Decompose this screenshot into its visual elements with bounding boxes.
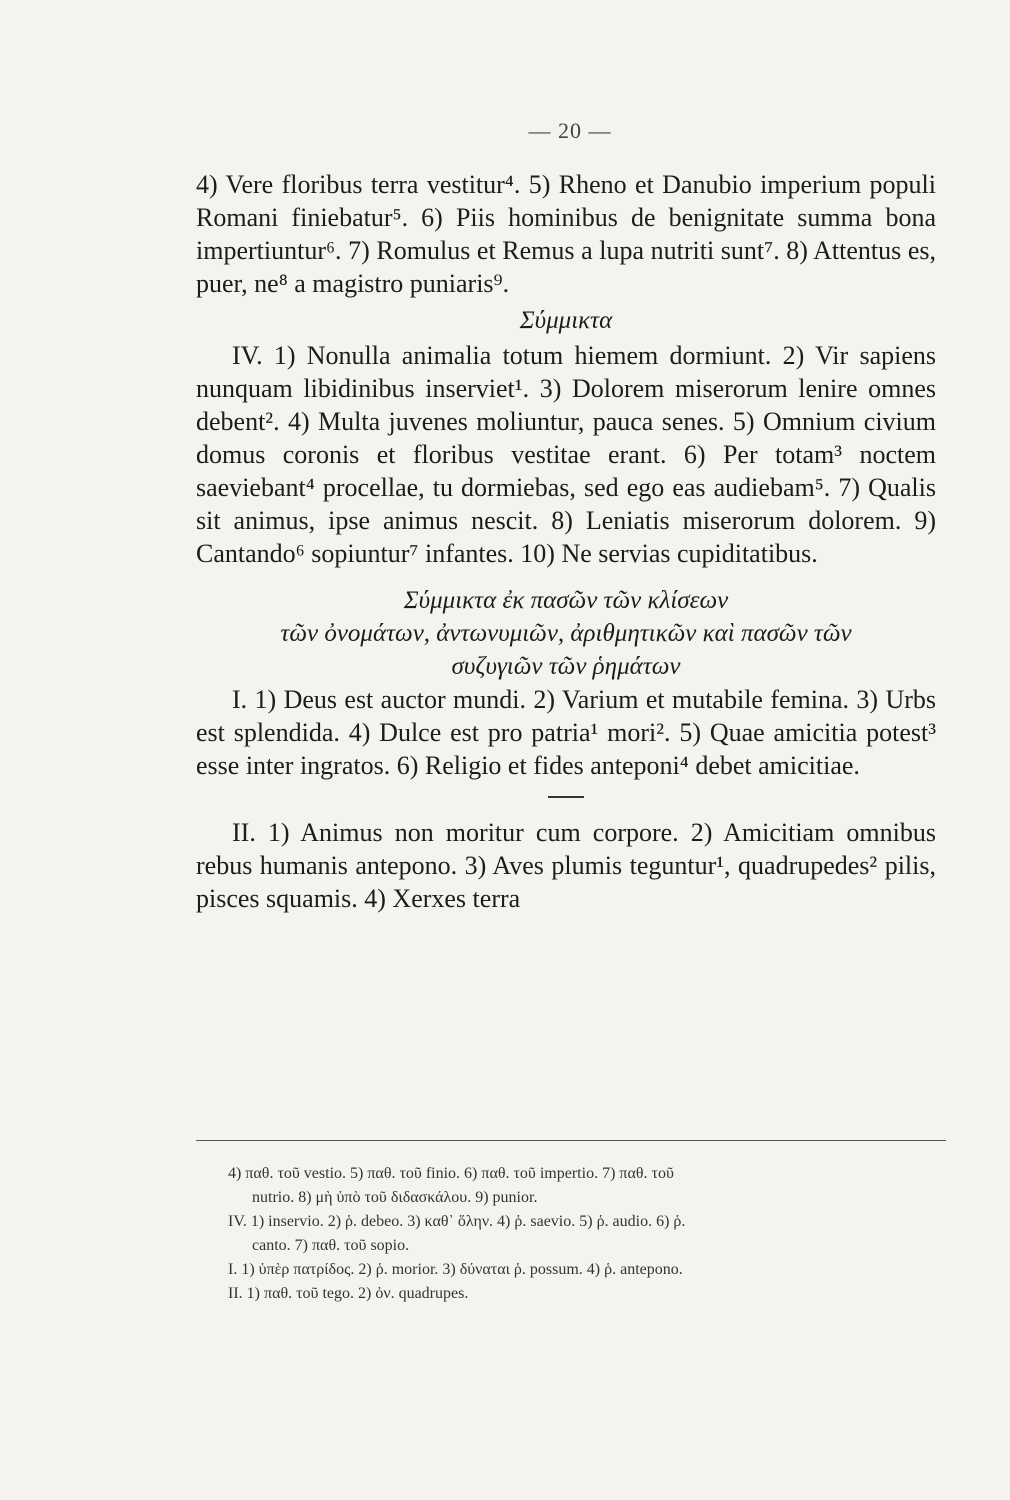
- main-text: [196, 168, 936, 915]
- greek-heading-line-2: τῶν ὀνομάτων, ἀντωνυμιῶν, ἀριθμητικῶν καὶ πασῶν τῶν: [280, 620, 852, 647]
- footnote-iv-cont: canto. 7) παθ. τοῦ sopio.: [252, 1237, 410, 1254]
- section-heading-mixed: Σύμμικτα: [519, 307, 613, 334]
- footnote-iii: 4) παθ. τοῦ vestio. 5) παθ. τοῦ finio. 6) παθ. τοῦ impertio. 7) παθ. τοῦ: [228, 1165, 674, 1182]
- footnote-iv: IV. 1) inservio. 2) ῥ. debeo. 3) καθ᾽ ὅλην. 4) ῥ. saevio. 5) ῥ. audio. 6) ῥ.: [228, 1213, 686, 1230]
- exercise-iv: IV. 1) Nonulla animalia totum hiemem dormiunt. 2) Vir sapiens nunquam libidinibus inserviet¹. 3) Dolorem miserorum lenire omnes debent². 4) Multa juvenes moliuntur, pauca senes. 5) Omnium civium domus coronis et floribus vestitae erant. 6) Per totam³ noctem saeviebant⁴ procellae, tu dormiebas, sed ego eas audiebam⁵. 7) Qualis sit animus, ipse animus nescit. 8) Leniatis miserorum dolorem. 9) Cantando⁶ sopiuntur⁷ infantes. 10) Ne servias cupiditatibus.: [196, 341, 936, 568]
- footnote-iii-cont: nutrio. 8) μὴ ὑπὸ τοῦ διδασκάλου. 9) punior.: [252, 1189, 538, 1206]
- exercise-i: I. 1) Deus est auctor mundi. 2) Varium et mutabile femina. 3) Urbs est splendida. 4) Dulce est pro patria¹ mori². 5) Quae amicitia potest³ esse inter ingratos. 6) Religio et fides anteponi⁴ debet amicitiae.: [196, 685, 936, 780]
- footnote-rule: [196, 1140, 946, 1141]
- greek-heading-line-3: συζυγιῶν τῶν ῥημάτων: [451, 653, 681, 680]
- footnote-i: I. 1) ὑπὲρ πατρίδος. 2) ῥ. morior. 3) δύναται ῥ. possum. 4) ῥ. antepono.: [228, 1261, 683, 1278]
- footnotes: [228, 1162, 948, 1306]
- exercise-iii-continued: 4) Vere floribus terra vestitur⁴. 5) Rheno et Danubio imperium populi Romani finiebatur⁵. 6) Piis hominibus de benignitate summa bona impertiuntur⁶. 7) Romulus et Remus a lupa nutriti sunt⁷. 8) Attentus es, puer, ne⁸ a magistro puniaris⁹.: [196, 170, 936, 298]
- exercise-ii: II. 1) Animus non moritur cum corpore. 2) Amicitiam omnibus rebus humanis antepono. 3) Aves plumis teguntur¹, quadrupedes² pilis, pisces squamis. 4) Xerxes terra: [196, 818, 936, 913]
- page-number: — 20 —: [528, 118, 612, 143]
- section-separator: [548, 796, 584, 798]
- footnote-ii: II. 1) παθ. τοῦ tego. 2) ὀν. quadrupes.: [228, 1285, 469, 1302]
- greek-heading-line-1: Σύμμικτα ἐκ πασῶν τῶν κλίσεων: [403, 587, 729, 614]
